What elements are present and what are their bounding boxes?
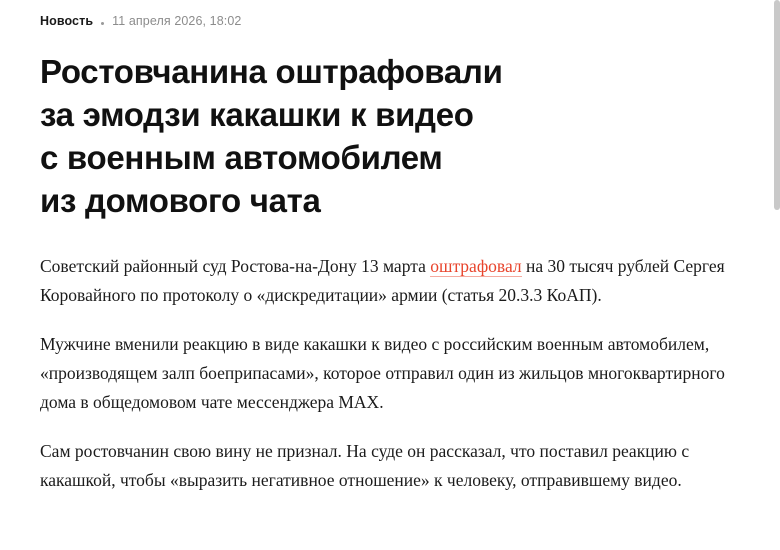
headline-line-4: из домового чата — [40, 182, 321, 219]
meta-separator-dot — [101, 22, 104, 25]
paragraph-1-text-before-link: Советский районный суд Ростова-на-Дону 13 марта — [40, 256, 431, 276]
article-date: 11 апреля 2026, 18:02 — [112, 14, 242, 28]
article-paragraph-3: Сам ростовчанин свою вину не признал. На суде он рассказал, что поставил реакцию с какашкой, чтобы «выразить негативное отношение» к человеку, отправившему видео. — [40, 441, 690, 490]
headline-line-3: с военным автомобилем — [40, 139, 443, 176]
article-rubric: Новость — [40, 14, 94, 28]
court-ruling-link[interactable]: оштрафовал — [430, 256, 522, 276]
headline-line-1: Ростовчанина оштрафовали — [40, 53, 503, 90]
headline-line-2: за эмодзи какашки к видео — [40, 96, 474, 133]
article-meta — [40, 0, 740, 36]
page-title — [40, 50, 680, 222]
article-paragraph-1 — [40, 252, 730, 310]
paragraph-1-text-after-link: на 30 тысяч рублей Сергея Коровайного по протоколу о «дискредитации» армии (статья 20.3.3 КоАП). — [40, 256, 725, 305]
article-paragraph-2: Мужчине вменили реакцию в виде какашки к видео с российским военным автомобилем, «производящем залп боеприпасами», которое отправил один из жильцов многоквартирного дома в общедомовом чате мессенджера MAX. — [40, 334, 725, 412]
article-body — [40, 252, 730, 495]
scrollbar-thumb[interactable] — [774, 0, 780, 210]
page-scrollbar[interactable] — [774, 0, 780, 550]
